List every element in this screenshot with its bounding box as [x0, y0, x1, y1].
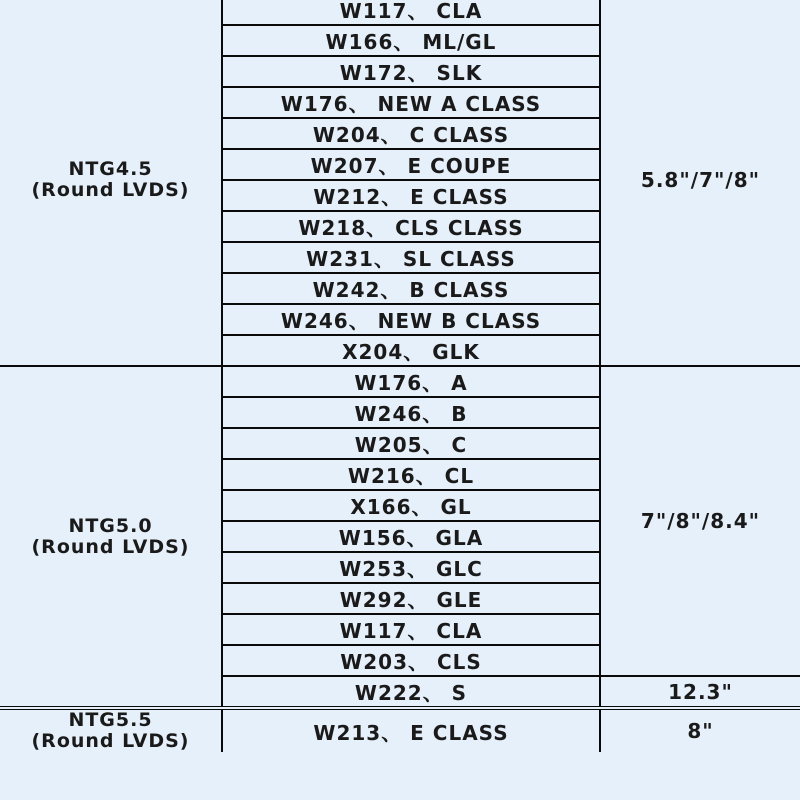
- model-cell: W172、 SLK: [222, 56, 600, 87]
- model-cell: W203、 CLS: [222, 645, 600, 676]
- model-cell: W117、 CLA: [222, 614, 600, 645]
- model-cell: W176、 NEW A CLASS: [222, 87, 600, 118]
- table-row: [0, 366, 800, 397]
- model-cell: W218、 CLS CLASS: [222, 211, 600, 242]
- model-cell: W246、 NEW B CLASS: [222, 304, 600, 335]
- model-cell: W242、 B CLASS: [222, 273, 600, 304]
- system-cell: [0, 366, 222, 708]
- system-subtitle: (Round LVDS): [31, 535, 190, 558]
- system-name: NTG5.5: [68, 709, 153, 731]
- model-cell: W253、 GLC: [222, 552, 600, 583]
- model-cell: W292、 GLE: [222, 583, 600, 614]
- screen-size-cell: 7"/8"/8.4": [600, 366, 800, 676]
- model-cell: W222、 S: [222, 676, 600, 708]
- model-cell: W205、 C: [222, 428, 600, 459]
- screen-size-cell: 12.3": [600, 676, 800, 708]
- system-subtitle: (Round LVDS): [31, 179, 190, 201]
- model-cell: W117、 CLA: [222, 0, 600, 25]
- table-row: [0, 708, 800, 752]
- model-cell: W246、 B: [222, 397, 600, 428]
- system-cell: [0, 708, 222, 752]
- model-cell: W216、 CL: [222, 459, 600, 490]
- screen-size-cell: 5.8"/7"/8": [600, 0, 800, 366]
- screen-size-cell: 8": [600, 708, 800, 752]
- model-cell: W176、 A: [222, 366, 600, 397]
- model-cell: X204、 GLK: [222, 335, 600, 366]
- model-cell: X166、 GL: [222, 490, 600, 521]
- model-cell: W166、 ML/GL: [222, 25, 600, 56]
- system-cell: [0, 0, 222, 366]
- model-cell: W213、 E CLASS: [222, 708, 600, 752]
- system-subtitle: (Round LVDS): [31, 730, 190, 752]
- system-name: NTG4.5: [68, 158, 153, 180]
- model-cell: W207、 E COUPE: [222, 149, 600, 180]
- system-name: NTG5.0: [68, 514, 153, 537]
- model-cell: W156、 GLA: [222, 521, 600, 552]
- table-row: [0, 0, 800, 25]
- model-cell: W212、 E CLASS: [222, 180, 600, 211]
- model-cell: W204、 C CLASS: [222, 118, 600, 149]
- model-cell: W231、 SL CLASS: [222, 242, 600, 273]
